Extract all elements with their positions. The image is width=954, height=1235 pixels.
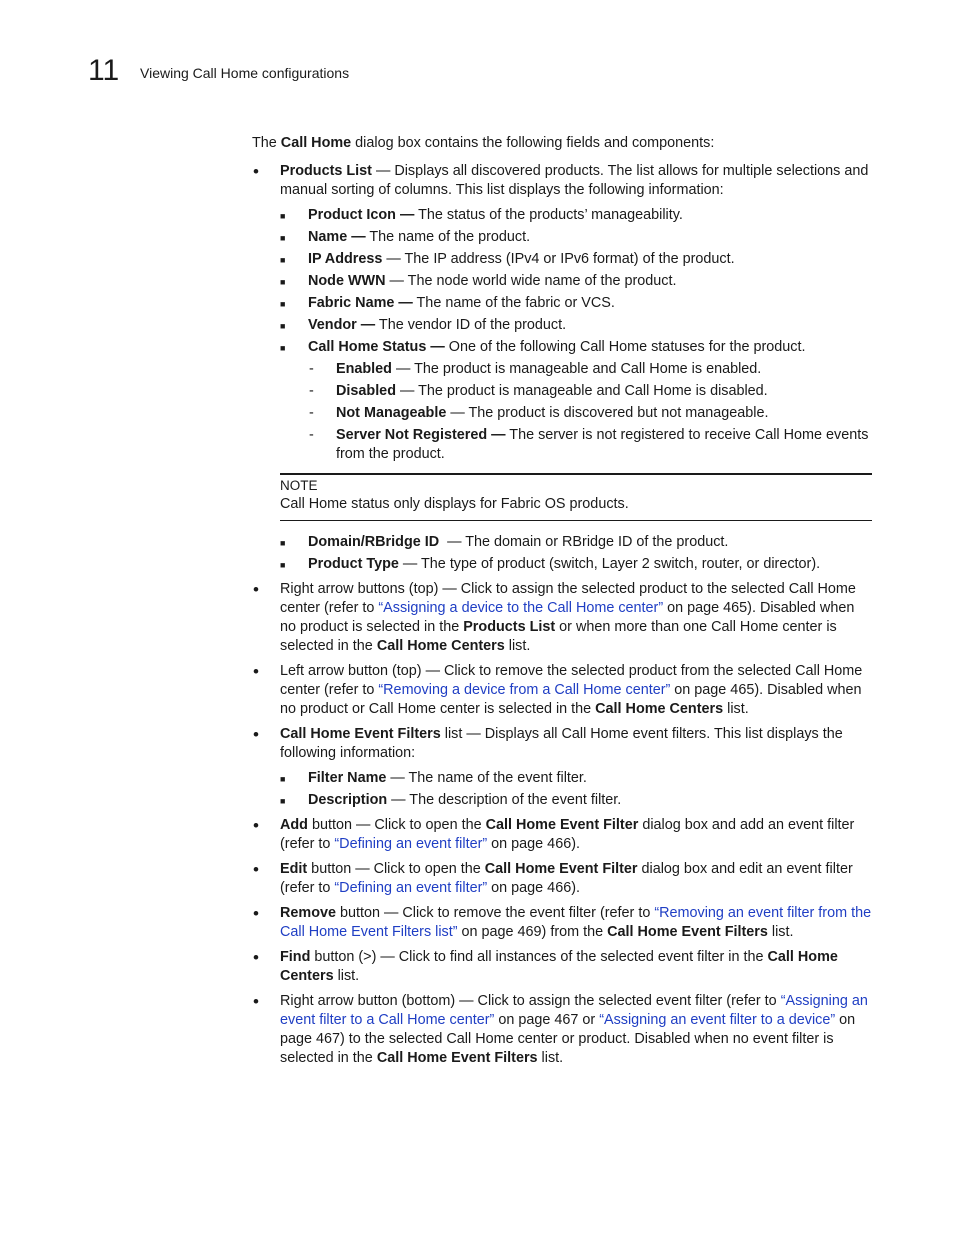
list-item (280, 791, 872, 810)
ui-term: Call Home Event Filter (485, 817, 639, 833)
text: on page 467 or (494, 1012, 600, 1028)
ui-term: Call Home Centers (280, 949, 838, 984)
text: dialog box and add an event filter (refer to (280, 817, 855, 852)
ui-term: Products List (463, 619, 556, 635)
ui-term: Not Manageable (336, 405, 447, 421)
text: on page 465). Disabled when no product or Call Home center is selected in the (280, 682, 862, 717)
ui-term: Find (280, 949, 311, 965)
ui-term: Products List (280, 163, 372, 179)
text: button — Click to open the (307, 817, 486, 833)
text: on page 466). (487, 836, 580, 852)
list-item (280, 769, 872, 788)
text: — The product is manageable and Call Home is enabled. (391, 361, 762, 377)
list-item (280, 294, 872, 313)
list-item (280, 555, 872, 574)
page-content (252, 134, 872, 1074)
text: — Displays all discovered products. The list allows for multiple selections and manual sorting of columns. This list displays the following information: (280, 163, 869, 198)
list-item-find-button (252, 948, 872, 986)
text: Left arrow button (top) — Click to remove the selected product from the selected Call Home center (refer to (280, 663, 863, 698)
ui-term: Description (308, 792, 388, 808)
text: or when more than one Call Home center is selected in the (280, 619, 837, 654)
ui-term: Call Home Event Filters (376, 1050, 538, 1066)
text: list — Displays all Call Home event filters. This list displays the following information: (280, 726, 843, 761)
ui-term: Call Home Centers (376, 638, 505, 654)
cross-reference-link[interactable]: “Defining an event filter” (334, 836, 488, 852)
text: list. (723, 701, 749, 717)
list-item (308, 404, 872, 423)
list-item (308, 426, 872, 464)
text: — The domain or RBridge ID of the product. (439, 534, 729, 550)
list-item (280, 316, 872, 335)
running-head: Viewing Call Home configurations (140, 65, 350, 81)
cross-reference-link[interactable]: “Assigning an event filter to a device” (599, 1012, 836, 1028)
ui-term: Product Icon — (308, 207, 415, 223)
ui-term: Call Home Event Filters (607, 924, 768, 940)
ui-term: Call Home (280, 135, 352, 151)
ui-term: Fabric Name — (308, 295, 413, 311)
ui-term: Remove (280, 905, 336, 921)
list-item (280, 250, 872, 269)
list-item (280, 206, 872, 225)
text: — The IP address (IPv4 or IPv6 format) of the product. (382, 251, 735, 267)
list-item (308, 382, 872, 401)
note-title: NOTE (280, 478, 318, 493)
ui-term: Edit (280, 861, 308, 877)
list-item-event-filters (252, 725, 872, 810)
list-item (280, 533, 872, 552)
list-item (280, 338, 872, 464)
ui-term: Domain/RBridge ID (308, 534, 440, 550)
list-item-right-arrow-top (252, 580, 872, 656)
ui-term: Disabled (336, 383, 396, 399)
text: on page 465). Disabled when no product is selected in the (280, 600, 855, 635)
text: — The node world wide name of the product. (385, 273, 677, 289)
text: One of the following Call Home statuses for the product. (444, 339, 806, 355)
cross-reference-link[interactable]: “Assigning an event filter to a Call Home center” (280, 993, 868, 1028)
text: on page 469) from the (457, 924, 608, 940)
ui-term: Add (280, 817, 308, 833)
list-item-products-list (252, 162, 872, 574)
ui-term: Vendor — (308, 317, 376, 333)
text: button — Click to remove the event filter (refer to (336, 905, 655, 921)
cross-reference-link[interactable]: “Defining an event filter” (334, 880, 488, 896)
list-item-remove-button (252, 904, 872, 942)
text: The vendor ID of the product. (375, 317, 567, 333)
text: — The name of the event filter. (386, 770, 587, 786)
text: on page 467) to the selected Call Home center or product. Disabled when no event filter is selected in the (280, 1012, 856, 1066)
text: Right arrow buttons (top) — Click to assign the selected product to the selected Call Home center (refer to (280, 581, 856, 616)
note-box (280, 473, 872, 521)
text: The server is not registered to receive Call Home events from the product. (336, 427, 869, 462)
text: list. (504, 638, 531, 654)
list-item (280, 272, 872, 291)
sublist (280, 769, 872, 810)
text: — The product is manageable and Call Home is disabled. (395, 383, 768, 399)
text: The name of the product. (365, 229, 531, 245)
text: button — Click to open the (307, 861, 485, 877)
cross-reference-link[interactable]: “Removing an event filter from the Call Home Event Filters list” (280, 905, 872, 940)
ui-term: Node WWN (308, 273, 386, 289)
ui-term: Filter Name (308, 770, 387, 786)
text: list. (767, 924, 794, 940)
chapter-number: 11 (88, 54, 120, 87)
list-item-add-button (252, 816, 872, 854)
status-sublist (308, 360, 872, 464)
ui-term: Name — (308, 229, 366, 245)
ui-term: Enabled (336, 361, 392, 377)
text: list. (333, 968, 360, 984)
cross-reference-link[interactable]: “Assigning a device to the Call Home center” (378, 600, 664, 616)
ui-term: Call Home Status — (308, 339, 445, 355)
list-item-right-arrow-bottom (252, 992, 872, 1068)
text: dialog box contains the following fields and components: (351, 135, 715, 151)
sublist (280, 206, 872, 464)
list-item (280, 228, 872, 247)
note-text: Call Home status only displays for Fabric OS products. (280, 496, 629, 512)
ui-term: Call Home Event Filter (484, 861, 638, 877)
text: dialog box and edit an event filter (refer to (280, 861, 853, 896)
sublist (280, 533, 872, 574)
ui-term: IP Address (308, 251, 383, 267)
cross-reference-link[interactable]: “Removing a device from a Call Home center” (378, 682, 671, 698)
components-list (252, 162, 872, 1068)
intro-paragraph (252, 134, 872, 153)
text: Right arrow button (bottom) — Click to assign the selected event filter (refer to (280, 993, 781, 1009)
text: The (252, 135, 281, 151)
text: — The product is discovered but not manageable. (446, 405, 769, 421)
list-item-left-arrow-top (252, 662, 872, 719)
text: — The type of product (switch, Layer 2 switch, router, or director). (398, 556, 821, 572)
ui-term: Call Home Event Filters (280, 726, 441, 742)
text: list. (537, 1050, 564, 1066)
text: button (>) — Click to find all instances of the selected event filter in the (310, 949, 768, 965)
list-item (308, 360, 872, 379)
ui-term: Call Home Centers (595, 701, 724, 717)
ui-term: Server Not Registered — (336, 427, 506, 443)
text: The status of the products’ manageability. (414, 207, 683, 223)
text: — The description of the event filter. (387, 792, 622, 808)
ui-term: Product Type (308, 556, 399, 572)
text: on page 466). (487, 880, 580, 896)
list-item-edit-button (252, 860, 872, 898)
text: The name of the fabric or VCS. (412, 295, 615, 311)
